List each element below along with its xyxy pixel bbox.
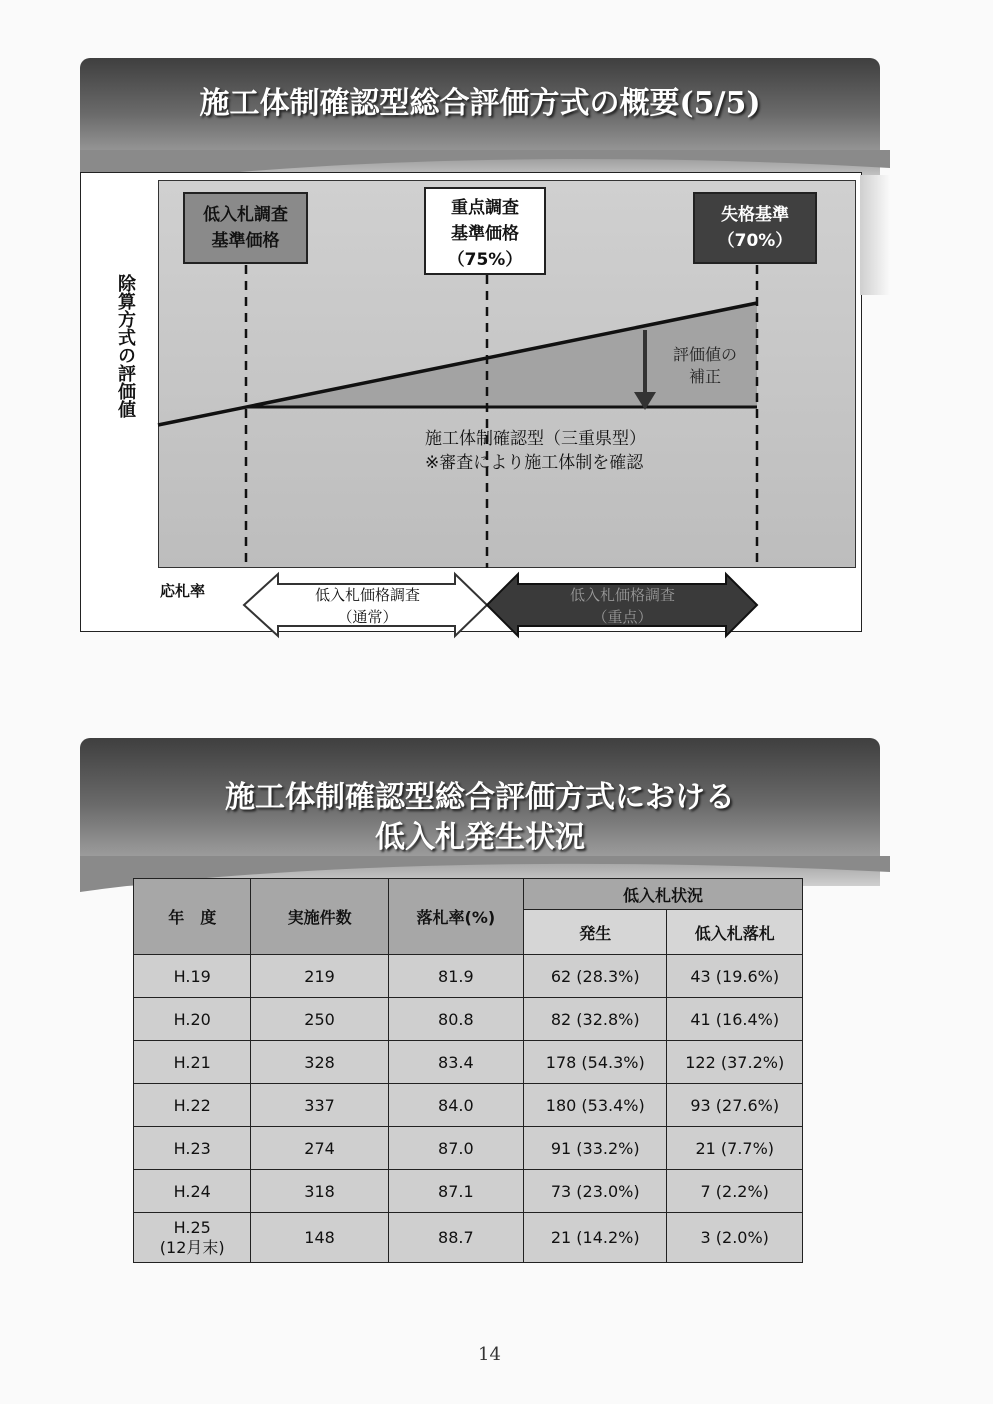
cell-occur: 82 (32.8%)	[524, 998, 667, 1041]
cell-year: H.20	[134, 998, 251, 1041]
cell-won: 21 (7.7%)	[667, 1127, 803, 1170]
cell-occur: 180 (53.4%)	[524, 1084, 667, 1127]
table-row	[134, 1170, 803, 1213]
header-year: 年 度	[134, 879, 251, 955]
evaluation-diagram	[0, 0, 993, 700]
cell-rate: 88.7	[388, 1213, 523, 1263]
correction-label: 評価値の 補正	[672, 345, 737, 386]
priority-price-callout: 重点調査 基準価格 （75%）	[424, 187, 546, 275]
cell-occur: 73 (23.0%)	[524, 1170, 667, 1213]
cell-won: 122 (37.2%)	[667, 1041, 803, 1084]
cell-year: H.22	[134, 1084, 251, 1127]
x-axis-label: 応札率	[160, 582, 206, 600]
table-row	[134, 1041, 803, 1084]
cell-occur: 91 (33.2%)	[524, 1127, 667, 1170]
priority-range-label: 低入札価格調査 （重点）	[569, 586, 675, 626]
cell-won: 93 (27.6%)	[667, 1084, 803, 1127]
cell-occur: 178 (54.3%)	[524, 1041, 667, 1084]
header-won: 低入札落札	[667, 910, 803, 955]
header-rate: 落札率(%)	[388, 879, 523, 955]
table-row	[134, 998, 803, 1041]
slide1-title: 施工体制確認型総合評価方式の概要(5/5)	[199, 86, 761, 121]
table-row	[134, 955, 803, 998]
header-count: 実施件数	[251, 879, 388, 955]
cell-rate: 87.1	[388, 1170, 523, 1213]
cell-won: 7 (2.2%)	[667, 1170, 803, 1213]
cell-count: 318	[251, 1170, 388, 1213]
cell-count: 219	[251, 955, 388, 998]
cell-won: 41 (16.4%)	[667, 998, 803, 1041]
cell-rate: 80.8	[388, 998, 523, 1041]
low-bid-status-table	[133, 878, 803, 1263]
cell-rate: 84.0	[388, 1084, 523, 1127]
table-row	[134, 1084, 803, 1127]
cell-year: H.19	[134, 955, 251, 998]
cell-rate: 87.0	[388, 1127, 523, 1170]
y-axis-label: 除算方式の評価値	[115, 274, 136, 418]
cell-year: H.24	[134, 1170, 251, 1213]
cell-occur: 62 (28.3%)	[524, 955, 667, 998]
cell-won: 3 (2.0%)	[667, 1213, 803, 1263]
cell-count: 274	[251, 1127, 388, 1170]
cell-count: 328	[251, 1041, 388, 1084]
method-note: 施工体制確認型（三重県型） ※審査により施工体制を確認	[425, 429, 646, 473]
cell-rate: 83.4	[388, 1041, 523, 1084]
header-low-bid-status: 低入札状況	[524, 879, 803, 910]
cell-year: H.23	[134, 1127, 251, 1170]
cell-count: 250	[251, 998, 388, 1041]
cell-won: 43 (19.6%)	[667, 955, 803, 998]
cell-rate: 81.9	[388, 955, 523, 998]
normal-range-label: 低入札価格調査 （通常）	[314, 586, 420, 626]
disqualify-standard-callout: 失格基準 （70%）	[693, 192, 817, 264]
low-bid-price-callout: 低入札調査 基準価格	[183, 192, 308, 264]
cell-count: 337	[251, 1084, 388, 1127]
slide2-title: 施工体制確認型総合評価方式における 低入札発生状況	[225, 780, 735, 855]
table-row	[134, 1127, 803, 1170]
page-number: 14	[478, 1344, 501, 1365]
header-occur: 発生	[524, 910, 667, 955]
cell-count: 148	[251, 1213, 388, 1263]
cell-year: H.25 (12月末)	[134, 1213, 251, 1263]
cell-year: H.21	[134, 1041, 251, 1084]
cell-occur: 21 (14.2%)	[524, 1213, 667, 1263]
table-row	[134, 1213, 803, 1263]
